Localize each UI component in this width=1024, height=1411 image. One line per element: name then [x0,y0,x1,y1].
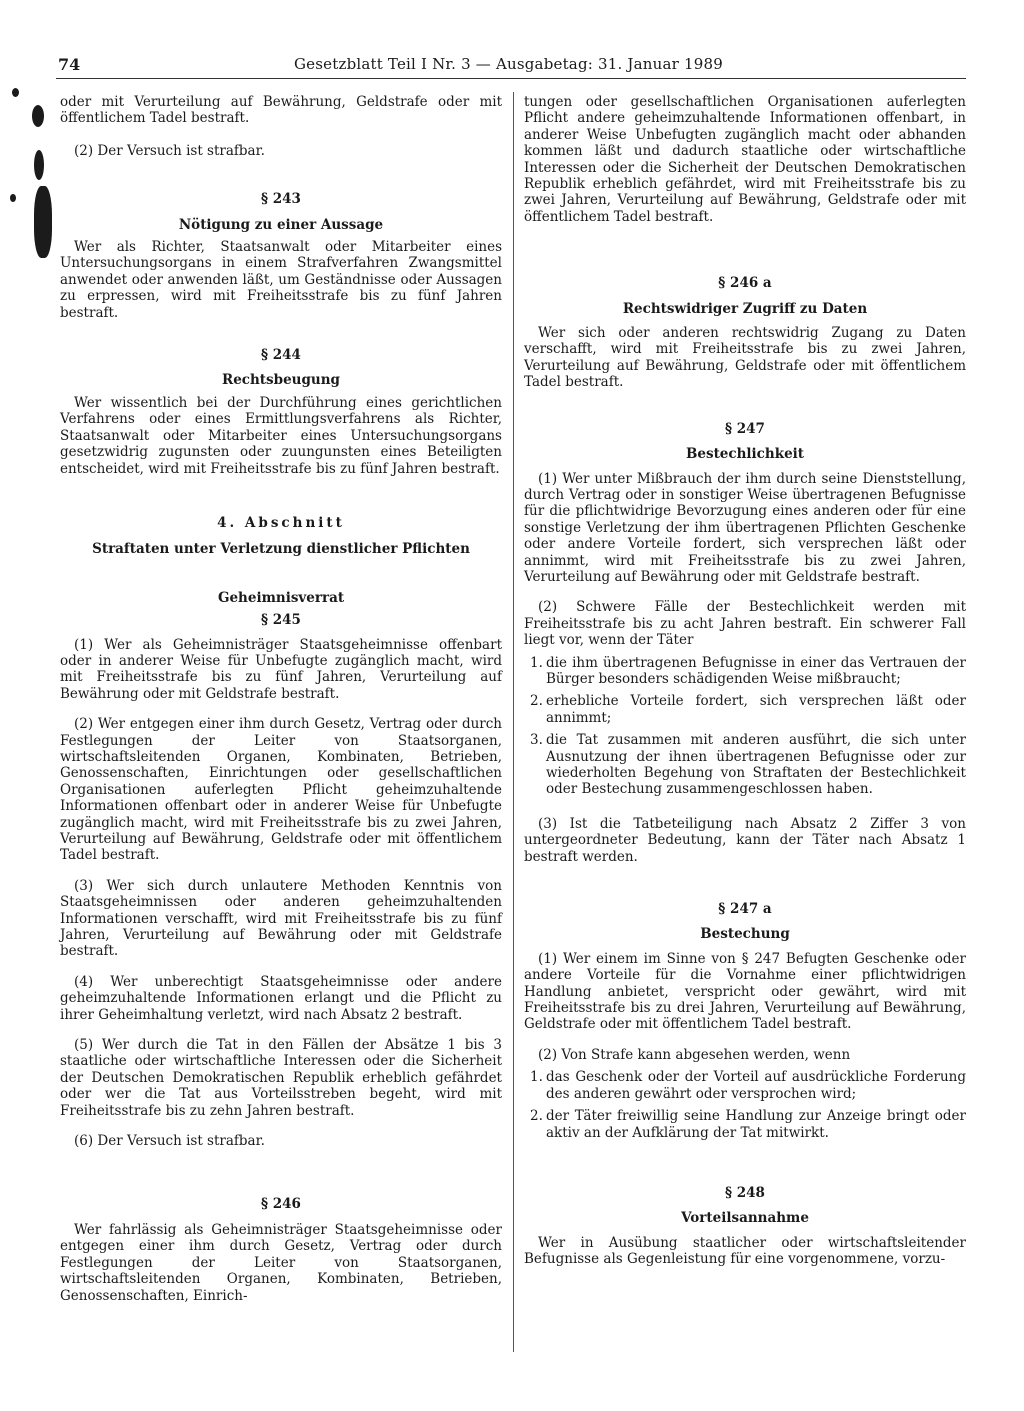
continued-paragraph: oder mit Verurteilung auf Bewährung, Geldstrafe oder mit öffentlichem Tadel bestraft. [60,94,502,127]
paragraph: (4) Wer unberechtigt Staatsgeheimnisse oder andere geheimzuhaltende Informationen erlangt und die Pflicht zu ihrer Geheimhaltung verletzt, wird nach Absatz 2 bestraft. [60,973,502,1023]
section-number: § 247 [725,420,765,437]
paragraph: (2) Wer entgegen einer ihm durch Gesetz, Vertrag oder durch Festlegungen der Leiter von Staatsorganen, wirtschaftsleitenden Organen, Kombinaten, Betrieben, Genossenschaften, Einrichtungen oder gesellschaftlichen Organisationen auferlegten Pflicht geheimzuhaltende Informationen offenbart oder in anderer Weise für Unbefugte zugänglich macht, wird mit Freiheitsstrafe bis zu zwei Jahren, Verurteilung auf Bewährung, Geldstrafe oder mit öffentlichem Tadel bestraft. [60,716,502,864]
paragraph: (2) Schwere Fälle der Bestechlichkeit werden mit Freiheitsstrafe bis zu acht Jahren bestraft. Ein schwerer Fall liegt vor, wenn der Täter [524,599,966,649]
column-divider [513,92,514,1352]
part-heading: 4. Abschnitt [217,514,345,531]
list-item: 2. der Täter freiwillig seine Handlung zur Anzeige bringt oder aktiv an der Aufklärung der Tat mitwirkt. [530,1108,966,1141]
continued-paragraph: tungen oder gesellschaftlichen Organisationen auferlegten Pflicht andere geheimzuhaltende Informationen offenbart, in anderer Weise Unbefugten zugänglich macht oder abhanden kommen läßt und dadurch staatliche oder wirtschaftliche Interessen oder die Sicherheit der Deutschen Demokratischen Republik erheblich gefährdet, wird mit Freiheitsstrafe bis zu zwei Jahren, Verurteilung auf Bewährung, Geldstrafe oder mit öffentlichem Tadel bestraft. [524,94,966,225]
list [524,1069,966,1141]
header-rule [56,78,966,79]
paragraph: (6) Der Versuch ist strafbar. [74,1133,265,1150]
part-subheading: Straftaten unter Verletzung dienstlicher Pflichten [92,541,470,558]
running-head: Gesetzblatt Teil I Nr. 3 — Ausgabetag: 31. Januar 1989 [294,55,723,73]
paragraph: Wer fahrlässig als Geheimnisträger Staatsgeheimnisse oder entgegen einer ihm durch Gesetz, Vertrag oder durch Festlegungen der Leiter von Staatsorganen, wirtschaftsleitenden Organen, Kombinaten, Betrieben, Genossenschaften, Einrich- [60,1221,502,1304]
paragraph: (1) Wer einem im Sinne von § 247 Befugten Geschenke oder andere Vorteile für die Vornahme einer pflichtwidrigen Handlung anbietet, verspricht oder gewährt, wird mit Freiheitsstrafe bis zu drei Jahren, Verurteilung auf Bewährung, Geldstrafe oder mit öffentlichem Tadel bestraft. [524,950,966,1033]
ink-smudge [10,194,16,202]
section-number: § 245 [261,612,301,629]
paragraph: Wer sich oder anderen rechtswidrig Zugang zu Daten verschafft, wird mit Freiheitsstrafe bis zu zwei Jahren, Verurteilung auf Bewährung, Geldstrafe oder mit öffentlichem Tadel bestraft. [524,325,966,391]
list [524,655,966,798]
section-title: Rechtsbeugung [221,372,341,389]
paragraph: Wer wissentlich bei der Durchführung eines gerichtlichen Verfahrens oder eines Ermittlungsverfahrens als Richter, Staatsanwalt oder Mitarbeiter eines Untersuchungsorgans gesetzwidrig zugunsten oder zuungunsten eines Beteiligten entscheidet, wird mit Freiheitsstrafe bis zu fünf Jahren bestraft. [60,394,502,477]
list-item: 2. erhebliche Vorteile fordert, sich versprechen läßt oder annimmt; [530,693,966,726]
ink-smudge [34,186,52,258]
paragraph: (2) Der Versuch ist strafbar. [74,142,265,159]
paragraph: Wer in Ausübung staatlicher oder wirtschaftsleitender Befugnisse als Gegenleistung für eine vorgenommene, vorzu- [524,1234,966,1268]
section-number: § 246 a [718,275,772,292]
paragraph: (3) Wer sich durch unlautere Methoden Kenntnis von Staatsgeheimnissen oder anderen geheimzuhaltenden Informationen verschafft, wird mit Freiheitsstrafe bis zu fünf Jahren, Verurteilung auf Bewährung oder mit Geldstrafe bestraft. [60,877,502,960]
right-column [524,94,966,1268]
section-title: Bestechlichkeit [685,446,805,463]
section-number: § 248 [725,1184,765,1201]
paragraph: (1) Wer als Geheimnisträger Staatsgeheimnisse offenbart oder in anderer Weise für Unbefugte zugänglich macht, wird mit Freiheitsstrafe bis zu fünf Jahren, Verurteilung auf Bewährung oder mit Geldstrafe bestraft. [60,636,502,702]
section-title: Nötigung zu einer Aussage [178,216,384,233]
paragraph: (5) Wer durch die Tat in den Fällen der Absätze 1 bis 3 staatliche oder wirtschaftliche Interessen oder die Sicherheit der Deutschen Demokratischen Republik erheblich gefährdet oder wer die Tat aus Vorteilsstreben begeht, wird mit Freiheitsstrafe bis zu zehn Jahren bestraft. [60,1037,502,1119]
paragraph: Wer als Richter, Staatsanwalt oder Mitarbeiter eines Untersuchungsorgans in einem Strafverfahren Zwangsmittel anwendet oder anwenden läßt, um Geständnisse oder Aussagen zu erpressen, wird mit Freiheitsstrafe bis zu fünf Jahren bestraft. [60,239,502,321]
page-number: 74 [58,55,81,74]
page-header [58,55,962,77]
left-column [60,94,502,1304]
section-number: § 247 a [718,901,772,918]
section-title: Bestechung [700,926,790,943]
section-number: § 243 [261,191,301,208]
section-title: Rechtswidriger Zugriff zu Daten [622,300,868,317]
list-item: 1. das Geschenk oder der Vorteil auf ausdrückliche Forderung des anderen gewährt oder versprochen wird; [530,1069,966,1102]
ink-smudge [34,150,44,180]
ink-smudge [12,88,19,97]
list-item: 1. die ihm übertragenen Befugnisse in einer das Vertrauen der Bürger besonders schädigenden Weise mißbraucht; [530,654,966,687]
list-item: 3. die Tat zusammen mit anderen ausführt, die sich unter Ausnutzung der ihnen übertragenen Befugnisse oder zur wiederholten Begehung von Straftaten der Bestechlichkeit oder Bestechung zusammengeschlossen haben. [530,732,966,798]
paragraph: (1) Wer unter Mißbrauch der ihm durch seine Dienststellung, durch Vertrag oder in sonstiger Weise übertragenen Befugnisse für die pflichtwidrige Bevorzugung eines anderen oder für eine sonstige Verletzung der ihm übertragenen Pflichten Geschenke oder andere Vorteile fordert, sich versprechen läßt oder annimmt, wird mit Freiheitsstrafe bis zu zwei Jahren, Verurteilung auf Bewährung oder mit Geldstrafe bestraft. [524,470,966,585]
ink-smudge [32,105,44,127]
section-title: Vorteilsannahme [681,1210,809,1227]
section-number: § 244 [261,347,301,364]
paragraph: (2) Von Strafe kann abgesehen werden, wenn [538,1046,851,1063]
section-title: Geheimnisverrat [217,589,345,606]
paragraph: (3) Ist die Tatbeteiligung nach Absatz 2 Ziffer 3 von untergeordneter Bedeutung, kann der Täter nach Absatz 1 bestraft werden. [524,815,966,865]
section-number: § 246 [261,1195,301,1212]
